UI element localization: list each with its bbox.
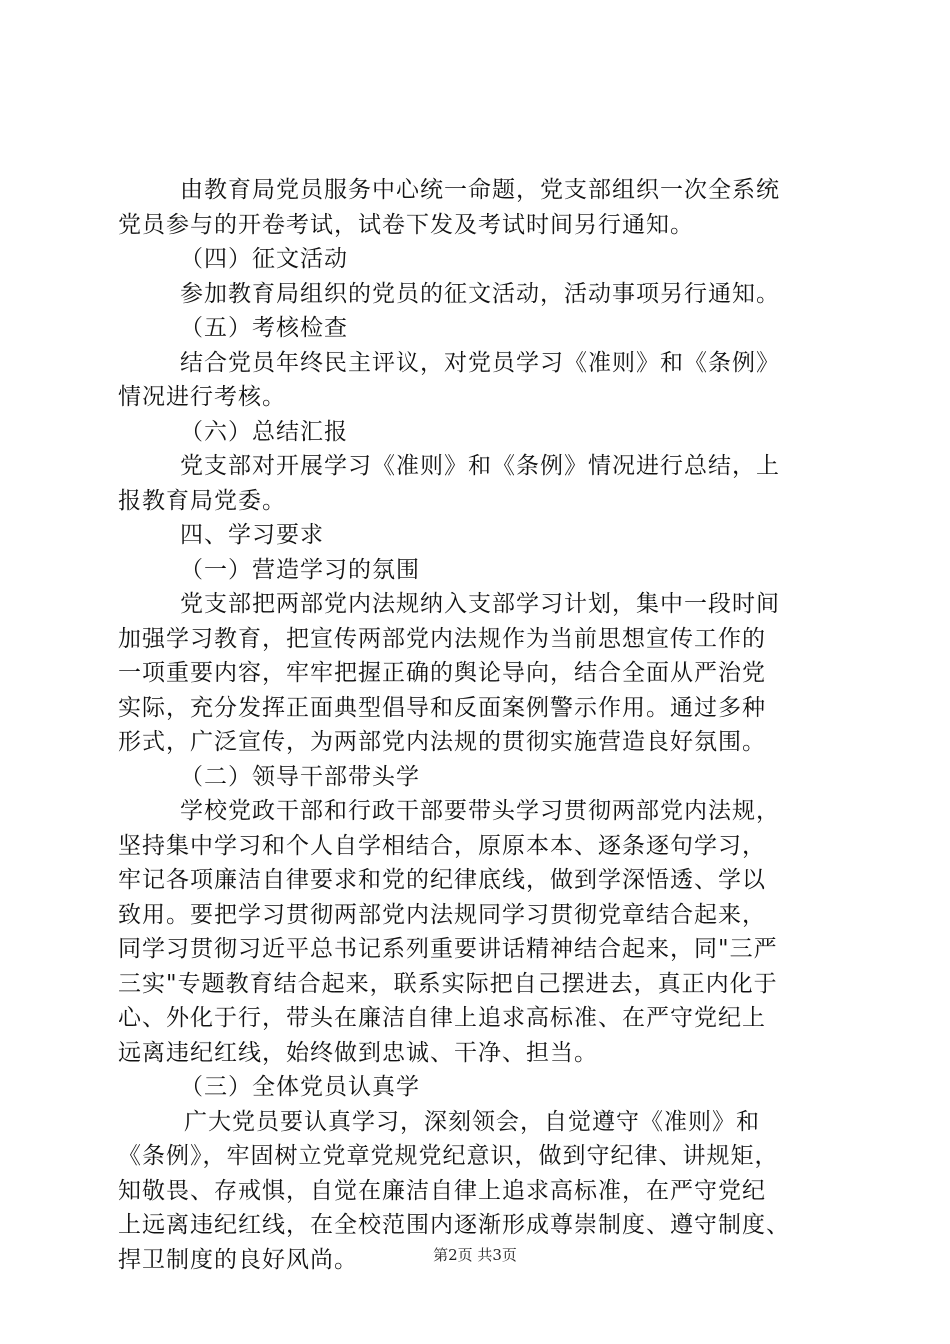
document-body — [118, 173, 838, 1277]
paragraph-line: 《条例》，牢固树立党章党规党纪意识，做到守纪律、讲规矩， — [118, 1143, 779, 1169]
paragraph-line: 党支部把两部党内法规纳入支部学习计划，集中一段时间 — [180, 591, 780, 617]
chapter-heading: 四、学习要求 — [180, 522, 324, 548]
paragraph-line: 结合党员年终民主评议，对党员学习《准则》和《条例》 — [180, 349, 780, 376]
paragraph-line: 报教育局党委。 — [118, 487, 286, 514]
paragraph-line: 学校党政干部和行政干部要带头学习贯彻两部党内法规， — [180, 798, 780, 824]
paragraph-line: 形式，广泛宣传，为两部党内法规的贯彻实施营造良好氛围。 — [118, 729, 766, 755]
paragraph-line: 情况进行考核。 — [118, 384, 286, 410]
paragraph-line: 远离违纪红线，始终做到忠诚、干净、担当。 — [118, 1039, 598, 1066]
paragraph-line: 致用。要把学习贯彻两部党内法规同学习贯彻党章结合起来， — [118, 901, 766, 928]
paragraph-line: 牢记各项廉洁自律要求和党的纪律底线，做到学深悟透、学以 — [118, 867, 766, 893]
paragraph-line: 三实"专题教育结合起来，联系实际把自己摆进去，真正内化于 — [118, 970, 778, 997]
paragraph-line: 同学习贯彻习近平总书记系列重要讲话精神结合起来，同"三严 — [118, 936, 778, 962]
section-heading: （一）营造学习的氛围 — [180, 556, 420, 583]
page-number-footer: 第2页 共3页 — [433, 1246, 517, 1264]
paragraph-line: 心、外化于行，带头在廉洁自律上追求高标准、在严守党纪上 — [118, 1005, 766, 1031]
paragraph-line: 加强学习教育，把宣传两部党内法规作为当前思想宣传工作的 — [118, 625, 766, 652]
paragraph-line: 参加教育局组织的党员的征文活动，活动事项另行通知。 — [180, 280, 780, 307]
paragraph-line: 一项重要内容，牢牢把握正确的舆论导向，结合全面从严治党 — [118, 660, 766, 686]
paragraph-line: 党支部对开展学习《准则》和《条例》情况进行总结，上 — [180, 453, 780, 479]
paragraph-line: 党员参与的开卷考试，试卷下发及考试时间另行通知。 — [118, 211, 694, 238]
paragraph-line: 知敬畏、存戒惧，自觉在廉洁自律上追求高标准，在严守党纪 — [118, 1177, 766, 1204]
paragraph-line: 坚持集中学习和个人自学相结合，原原本本、逐条逐句学习， — [118, 832, 766, 859]
paragraph-line: 上远离违纪红线，在全校范围内逐渐形成尊崇制度、遵守制度、 — [118, 1212, 790, 1238]
paragraph-line: 广大党员要认真学习，深刻领会，自觉遵守《准则》和 — [184, 1108, 760, 1135]
section-heading: （二）领导干部带头学 — [180, 763, 420, 790]
section-heading: （五）考核检查 — [180, 315, 348, 341]
paragraph-line: 捍卫制度的良好风尚。 — [118, 1246, 358, 1273]
paragraph-line: 由教育局党员服务中心统一命题，党支部组织一次全系统 — [180, 177, 780, 203]
section-heading: （六）总结汇报 — [180, 418, 348, 445]
paragraph-line: 实际，充分发挥正面典型倡导和反面案例警示作用。通过多种 — [118, 694, 766, 721]
section-heading: （四）征文活动 — [180, 246, 348, 272]
section-heading: （三）全体党员认真学 — [180, 1074, 420, 1100]
